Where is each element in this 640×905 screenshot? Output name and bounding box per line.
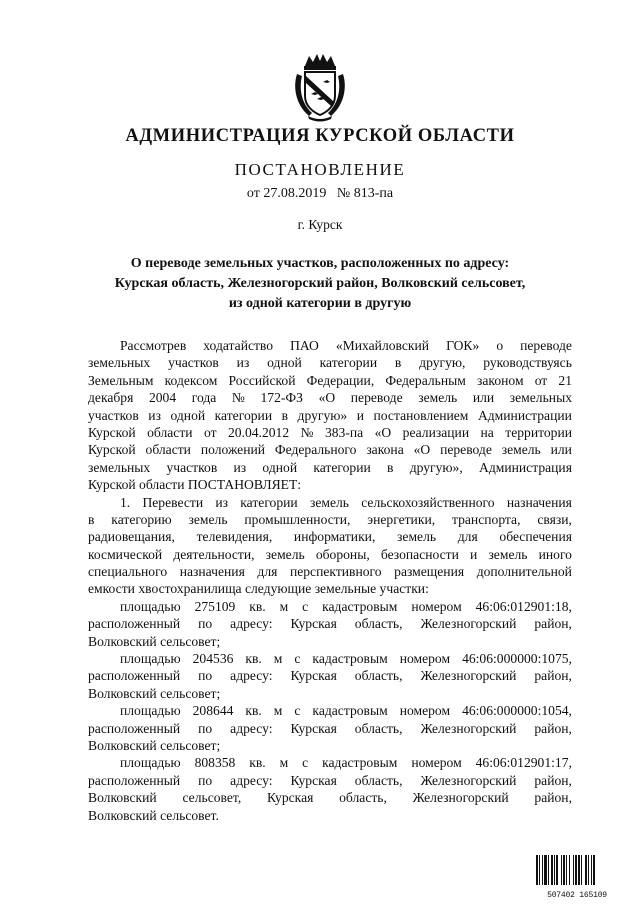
body-line: площадью 208644 кв. м с кадастровым номером 46:06:000000:1054, <box>120 703 572 719</box>
barcode-bar <box>581 855 582 885</box>
barcode-bar <box>548 855 549 885</box>
document-type: ПОСТАНОВЛЕНИЕ <box>234 160 406 179</box>
barcode-number: 507402 165109 <box>547 891 607 900</box>
body-line: Земельным кодексом Российской Федерации, Федеральным законом от 21 <box>88 372 572 388</box>
barcode-bar <box>578 855 580 885</box>
date-prefix: от <box>246 186 260 201</box>
barcode-bar <box>542 855 543 885</box>
body-line: Волковский сельсовет, Курская область, Железногорский район, <box>88 790 572 806</box>
subject-line: из одной категории в другую <box>228 296 412 311</box>
barcode-bar <box>536 855 538 885</box>
barcode-bar <box>575 855 577 885</box>
body-line: участков из одной категории в другую» и постановлением Администрации <box>88 407 572 423</box>
document-date: 27.08.2019 <box>263 186 327 201</box>
subject-line: Курская область, Железногорский район, Волковский сельсовет, <box>114 276 526 291</box>
body-line: Курской области ПОСТАНОВЛЯЕТ: <box>88 477 302 493</box>
body-line: в категорию земель промышленности, энергетики, транспорта, связи, <box>88 511 572 527</box>
barcode-bar <box>554 855 555 885</box>
body-line: Волковский сельсовет; <box>88 737 221 753</box>
body-line: расположенный по адресу: Курская область, Железногорский район, <box>88 772 572 788</box>
body-line: космической деятельности, земель обороны, безопасности и земель иного <box>88 546 572 562</box>
barcode <box>535 855 619 900</box>
body-line: Курской области от 20.04.2012 № 383-па «О реализации на территории <box>88 424 572 440</box>
barcode-bar <box>539 855 540 885</box>
barcode-bar <box>569 855 570 885</box>
subject-line: О переводе земельных участков, расположенных по адресу: <box>130 256 510 271</box>
barcode-bars <box>535 855 619 885</box>
body-line: площадью 204536 кв. м с кадастровым номером 46:06:000000:1075, <box>120 651 572 667</box>
body-line: специального назначения для перспективного размещения дополнительной <box>88 564 572 580</box>
barcode-bar <box>585 855 587 885</box>
barcode-bar <box>588 855 589 885</box>
document-subject <box>60 254 580 314</box>
barcode-bar <box>593 855 595 885</box>
body-line: земельных участков из одной категории в другую, руководствуясь <box>88 355 572 371</box>
body-line: площадью 275109 кв. м с кадастровым номером 46:06:012901:18, <box>120 598 572 614</box>
barcode-bar <box>566 855 567 885</box>
body-line: расположенный по адресу: Курская область, Железногорский район, <box>88 616 572 632</box>
body-line: Рассмотрев ходатайство ПАО «Михайловский ГОК» о переводе <box>120 338 572 353</box>
body-line: площадью 808358 кв. м с кадастровым номером 46:06:012901:17, <box>120 755 572 771</box>
body-line: Курской области положений Федерального закона «О переводе земель или <box>88 442 572 458</box>
barcode-bar <box>544 855 547 885</box>
body-line: емкости хвостохранилища следующие земельные участки: <box>88 581 429 597</box>
body-line: земельных участков из одной категории в другую», Администрация <box>88 459 572 475</box>
barcode-bar <box>561 855 562 885</box>
barcode-bar <box>556 855 558 885</box>
city: г. Курск <box>297 217 343 232</box>
body-line: декабря 2004 года № 172-ФЗ «О переводе земель или земельных <box>88 390 572 406</box>
body-line: Волковский сельсовет. <box>88 807 219 823</box>
document-number: № 813-па <box>336 186 394 201</box>
document-body <box>88 337 572 824</box>
barcode-bar <box>591 855 592 885</box>
body-line: расположенный по адресу: Курская область, Железногорский район, <box>88 720 572 736</box>
barcode-bar <box>573 855 574 885</box>
date-number-line <box>0 186 640 202</box>
body-line: радиовещания, телевидения, информатики, земель для обеспечения <box>88 529 572 545</box>
body-line: расположенный по адресу: Курская область, Железногорский район, <box>88 668 572 684</box>
body-line: 1. Перевести из категории земель сельскохозяйственного назначения <box>120 494 572 510</box>
barcode-bar <box>551 855 553 885</box>
barcode-bar <box>563 855 565 885</box>
body-line: Волковский сельсовет; <box>88 633 221 649</box>
coat-of-arms-icon <box>291 52 349 122</box>
body-line: Волковский сельсовет; <box>88 685 221 701</box>
organization-title: АДМИНИСТРАЦИЯ КУРСКОЙ ОБЛАСТИ <box>125 126 515 146</box>
